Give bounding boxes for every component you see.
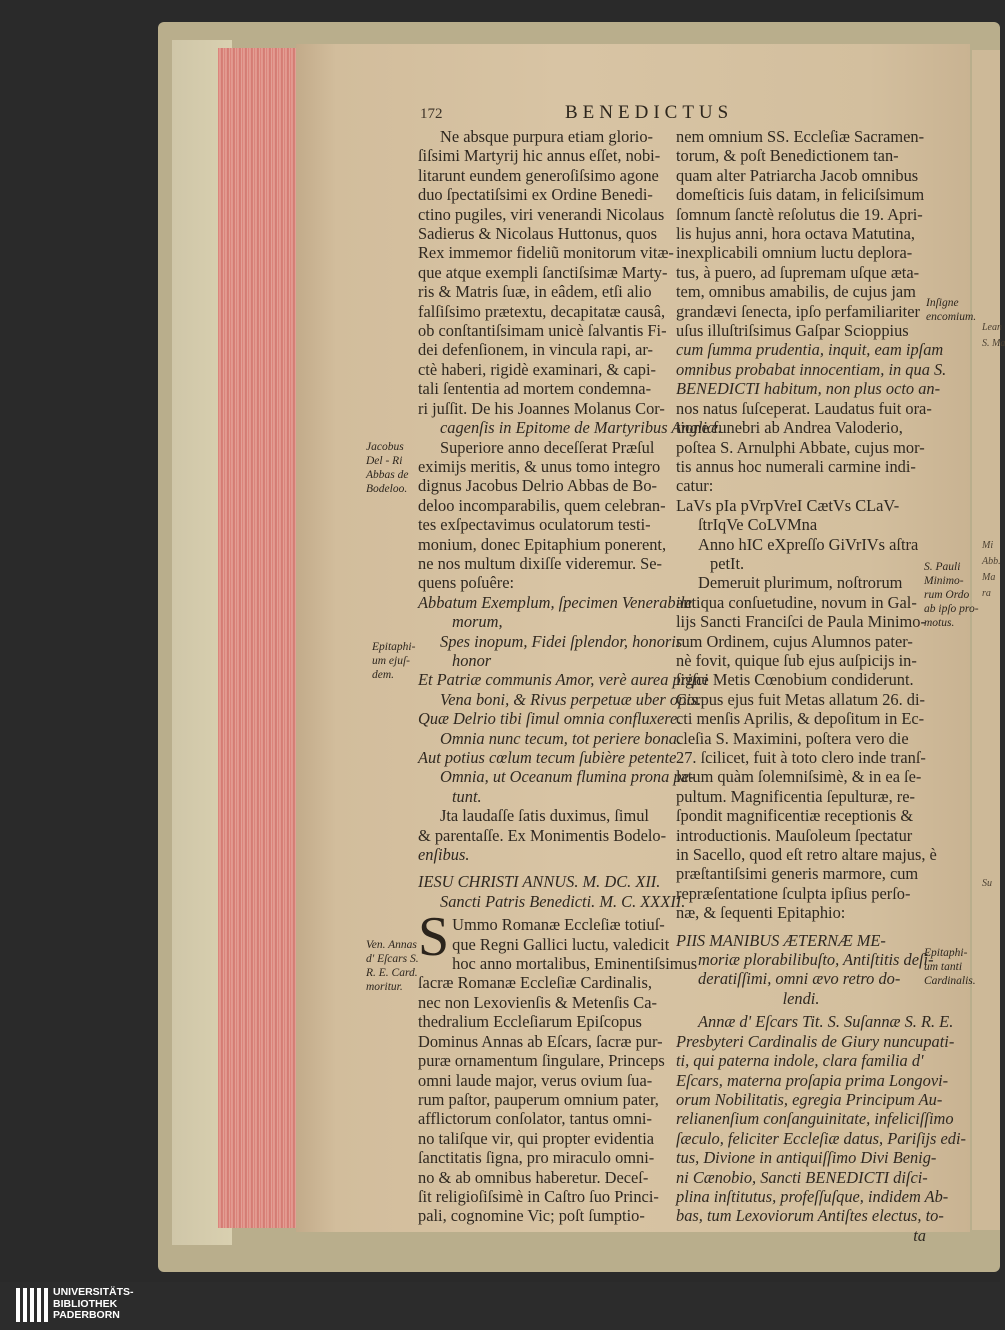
text-line: lijs Sancti Franciſci de Paula Minimo- <box>676 612 926 632</box>
text-line: eximijs meritis, & unus tomo integro <box>418 456 661 476</box>
margin-note-line: Inſigne <box>926 297 959 309</box>
text-line: Eſcars, materna proſapia prima Longovi- <box>676 1070 949 1090</box>
text-line: Anno hIC eXpreſſo GiVrIVs aſtra <box>698 534 919 554</box>
text-line: domeſticis ſuis datam, in feliciſsimum <box>676 185 925 205</box>
text-line: catur: <box>676 476 714 496</box>
text-line: morum, <box>452 612 503 632</box>
margin-note-line: Minimo- <box>924 575 964 587</box>
margin-note-annas <box>366 938 419 994</box>
text-line: nec non Lexovienſis & Metenſis Ca- <box>418 992 657 1012</box>
text-line: quam alter Patriarcha Jacob omnibus <box>676 165 919 185</box>
text-line: ri juſſit. De his Joannes Molanus Cor- <box>418 398 665 418</box>
library-name <box>53 1287 134 1322</box>
text-line: ris & Matris ſuæ, in eâdem, etſi alio <box>418 282 652 302</box>
margin-note-line: Epitaphi- <box>924 947 968 959</box>
running-header <box>420 102 920 128</box>
margin-note-line: rum Ordo <box>924 589 970 601</box>
page-number: 172 <box>420 106 443 122</box>
text-line: petIt. <box>710 553 745 573</box>
text-line: tione funebri ab Andrea Valoderio, <box>676 418 903 438</box>
page-edges-red <box>218 48 298 1228</box>
line-gap <box>676 923 926 931</box>
facing-page-strip <box>972 50 1000 1230</box>
text-line: in Sacello, quod eſt retro altare majus, è <box>676 845 937 865</box>
text-line: ſtrIqVe CoLVMna <box>698 515 818 535</box>
facing-page-fragment: Abb. <box>982 556 1001 567</box>
text-line: LaVs pIa pVrpVreI CætVs CLaV- <box>676 495 900 515</box>
text-line: Spes inopum, Fidei ſplendor, honoris <box>440 631 683 651</box>
text-line: & parentaſſe. Ex Monimentis Bodelo- <box>418 825 667 845</box>
text-line: antiqua conſuetudine, novum in Gal- <box>676 592 917 612</box>
text-line: monium, donec Epitaphium ponerent, <box>418 534 667 554</box>
text-line: Vena boni, & Rivus perpetuæ uber opis. <box>440 689 702 709</box>
text-line: bas, tum Lexoviorum Antiſtes electus, to- <box>676 1206 944 1226</box>
text-line: tali ſententia ad mortem condemna- <box>418 379 652 399</box>
text-line: ſæculo, feliciter Eccleſiæ datus, Pariſijs edi- <box>676 1128 966 1148</box>
margin-note-line: Del - Ri <box>366 455 403 467</box>
text-line: Omnia, ut Oceanum flumina prona pe- <box>440 767 695 787</box>
text-line: ctè haberi, rigidè examinari, & capi- <box>418 359 657 379</box>
text-line: uſus illuſtriſsimus Gaſpar Scioppius <box>676 321 909 341</box>
text-line: ſiſsimi Martyrij hic annus eſſet, nobi- <box>418 146 661 166</box>
text-line: cleſia S. Maximini, poſtera vero die <box>676 728 909 748</box>
text-line: ctino pugiles, viri venerandi Nicolaus <box>418 204 665 224</box>
text-line: cum ſumma prudentia, inquit, eam ipſam <box>676 340 944 360</box>
text-line: ob conſtantiſsimam unicè ſalvantis Fi- <box>418 321 667 341</box>
drop-cap: S <box>418 906 450 969</box>
text-line: rum Ordinem, cujus Alumnos pater- <box>676 631 913 651</box>
margin-note-encomium <box>926 296 976 324</box>
text-line: Et Patriæ communis Amor, verè aurea priſci <box>418 670 708 690</box>
text-line: omnibus probabat innocentiam, in qua S. <box>676 359 947 379</box>
text-line: præſtantiſsimi generis marmore, cum <box>676 864 919 884</box>
margin-note-line: encomium. <box>926 311 977 323</box>
text-line: orum Nobilitatis, egregia Principum Au- <box>676 1089 943 1109</box>
text-line: dei defenſionem, in vincula rapi, ar- <box>418 340 653 360</box>
text-line: honor <box>452 650 492 670</box>
text-line: litarunt eundem generoſiſsimo agone <box>418 165 659 185</box>
text-line: Aut potius cœlum tecum ſubière petente <box>418 748 677 767</box>
text-line: Ne absque purpura etiam glorio- <box>440 127 654 146</box>
text-line: que atque exempli ſanctiſsimæ Marty- <box>418 262 668 282</box>
text-line: tes exſpectavimus oculatorum testi- <box>418 515 651 535</box>
text-line: lendi. <box>782 988 820 1008</box>
text-line: nem omnium SS. Eccleſiæ Sacramen- <box>676 127 925 146</box>
facing-page-fragment: Ma <box>982 572 996 583</box>
margin-note-line: Epitaphi- <box>372 641 416 653</box>
facing-page-fragment: ra <box>982 588 991 599</box>
text-line: deloo incomparabilis, quem celebran- <box>418 495 666 515</box>
text-line: falſiſsimo prætextu, decapitatæ causâ, <box>418 301 666 321</box>
text-line: no taliſque vir, qui propter evidentia <box>418 1128 655 1148</box>
margin-note-line: d' Eſcars S. <box>366 953 419 965</box>
text-line: cti menſis Aprilis, & depoſitum in Ec- <box>676 709 925 729</box>
text-line: Omnia nunc tecum, tot periere bona. <box>440 728 682 748</box>
text-line: enſibus. <box>418 845 470 865</box>
margin-note-line: Bodeloo. <box>366 483 408 495</box>
margin-note-line: motus. <box>924 617 955 629</box>
text-line: Dominus Annas ab Eſcars, ſacræ pur- <box>418 1031 663 1051</box>
text-line: Demeruit plurimum, noſtrorum <box>698 573 903 593</box>
text-line: ſanctitatis ſigna, pro miraculo omni- <box>418 1148 655 1168</box>
text-line: afflictorum conſolator, tantus omni- <box>418 1109 652 1129</box>
text-line: nos natus ſuſceperat. Laudatus fuit ora- <box>676 398 932 418</box>
text-line: nè fovit, quique ſub ejus auſpicijs in- <box>676 650 917 670</box>
library-logo-icon <box>14 1284 50 1326</box>
text-line: Sancti Patris Benedicti. M. C. XXXII. <box>440 891 686 911</box>
text-line: poſtea S. Arnulphi Abbate, cujus mor- <box>676 437 925 457</box>
text-line: tus, à puero, ad ſupremam uſque æta- <box>676 262 920 282</box>
text-line: grandævi ſenecta, ipſo perfamiliariter <box>676 301 920 321</box>
text-line: Quæ Delrio tibi ſimul omnia confluxere. <box>418 709 682 729</box>
text-line: ſomnum ſanctè reſolutus die 19. Apri- <box>676 204 923 224</box>
text-line: lis hujus anni, hora octava Matutina, <box>676 224 915 244</box>
text-line: ſit religioſiſsimè in Caſtro ſuo Princi- <box>418 1186 659 1206</box>
text-line: inexplicabili omnium luctu deplora- <box>676 243 913 263</box>
text-line: pali, cognomine Vic; poſt ſumptio- <box>418 1206 645 1226</box>
margin-note-line: um tanti <box>924 961 963 973</box>
text-line: Superiore anno deceſſerat Præſul <box>440 437 655 457</box>
text-line: BENEDICTI habitum, non plus octo an- <box>676 379 941 399</box>
text-line: que Regni Gallici luctu, valedicit <box>452 934 670 954</box>
text-line: Ummo Romanæ Eccleſiæ totiuſ- <box>452 915 665 935</box>
running-head-title: BENEDICTUS <box>565 102 734 123</box>
margin-note-line: Jacobus <box>366 441 404 453</box>
text-line: relianenſium conſanguinitate, infeliciſſimo <box>676 1109 954 1129</box>
text-line: plina inſtitutus, profeſſuſque, indidem Ab- <box>676 1186 949 1206</box>
text-line: Presbyteri Cardinalis de Giury nuncupati- <box>676 1031 955 1051</box>
text-line: introductionis. Mauſoleum ſpectatur <box>676 825 913 845</box>
line-gap <box>418 864 668 872</box>
text-line: cagenſis in Epitome de Martyribus Angliæ. <box>440 418 722 438</box>
margin-note-minimorum <box>924 560 979 630</box>
text-line: dignus Jacobus Delrio Abbas de Bo- <box>418 476 658 496</box>
margin-note-line: Cardinalis. <box>924 975 976 987</box>
library-name-line-2: BIBLIOTHEK <box>53 1297 118 1310</box>
text-line: ſpondit magnificentiæ receptionis & <box>676 806 914 826</box>
margin-note-line: R. E. Card. <box>366 967 418 979</box>
text-line: Annæ d' Eſcars Tit. S. Suſannæ S. R. E. <box>698 1012 954 1032</box>
text-line: quens poſuêre: <box>418 573 515 593</box>
text-line: tis annus hoc numerali carmine indi- <box>676 456 916 476</box>
facing-page-fragment: Su <box>982 878 992 889</box>
text-line: no & ab omnibus haberetur. Deceſ- <box>418 1167 649 1187</box>
margin-note-epitaphium-cardinalis <box>924 946 976 988</box>
facing-page-fragment: S. Ma <box>982 338 1005 349</box>
text-line: moriæ plorabilibuſto, Antiſtitis deſi- <box>698 950 934 970</box>
margin-note-line: Ven. Annas <box>366 939 417 951</box>
margin-note-line: moritur. <box>366 981 403 993</box>
margin-note-line: ab ipſo pro- <box>924 603 979 615</box>
text-line: hoc anno mortalibus, Eminentiſsimus <box>452 954 698 974</box>
text-line: thedralium Eccleſiarum Epiſcopus <box>418 1012 642 1032</box>
text-line: ta <box>913 1225 926 1245</box>
library-name-line-3: PADERBORN <box>53 1309 120 1321</box>
text-line: PIIS MANIBUS ÆTERNÆ ME- <box>676 930 886 950</box>
text-line: tunt. <box>452 786 482 806</box>
margin-note-line: S. Pauli <box>924 561 961 573</box>
text-line: Rex immemor fideliũ monitorum vitæ- <box>418 243 674 263</box>
text-line: rum paſtor, pauperum omnium pater, <box>418 1089 659 1109</box>
text-line: næ, & ſequenti Epitaphio: <box>676 903 846 923</box>
text-line: ſigne Metis Cœnobium condiderunt. <box>676 670 914 690</box>
text-line: Sadierus & Nicolaus Huttonus, quos <box>418 224 658 244</box>
text-line: Abbatum Exemplum, ſpecimen Venerabile <box>418 592 693 612</box>
library-name-line-1: UNIVERSITÄTS- <box>53 1286 134 1298</box>
text-line: deratiſſimi, omni ævo retro do- <box>698 969 901 989</box>
text-line: ne nos multum dixiſſe videremur. Se- <box>418 553 663 573</box>
text-line: omni laude major, verus ovium ſua- <box>418 1070 653 1090</box>
text-line: Jta laudaſſe ſatis duximus, ſimul <box>440 806 649 826</box>
text-line: ni Cænobio, Sancti BENEDICTI diſci- <box>676 1167 928 1187</box>
text-line: ti, qui paterna indole, clara familia d' <box>676 1051 924 1071</box>
text-line: puræ ornamentum ſingulare, Princeps <box>418 1051 665 1071</box>
facing-page-fragment: Mi <box>982 540 994 551</box>
margin-note-jacobus <box>366 440 408 496</box>
margin-note-epitaphium <box>372 640 415 682</box>
library-footer-bar <box>6 1282 1000 1330</box>
text-line: torum, & poſt Benedictionem tan- <box>676 146 899 166</box>
text-line: IESU CHRISTI ANNUS. M. DC. XII. <box>418 872 661 892</box>
text-line: repræſentatione ſculpta ipſius perſo- <box>676 883 911 903</box>
text-line: 27. ſcilicet, fuit à toto clero inde tranſ- <box>676 748 926 767</box>
facing-page-fragment: Lean <box>982 322 1002 333</box>
text-line: pultum. Magnificentia ſepulturæ, re- <box>676 786 915 806</box>
text-line: latum quàm ſolemniſsimè, & in ea ſe- <box>676 767 922 787</box>
text-line: tem, omnibus amabilis, de cujus jam <box>676 282 916 302</box>
margin-note-line: dem. <box>372 669 395 681</box>
text-line: tus, Divione in antiquiſſimo Divi Benig- <box>676 1148 937 1168</box>
margin-note-line: Abbas de <box>366 469 409 481</box>
text-line: duo ſpectatiſsimi ex Ordine Benedi- <box>418 185 653 205</box>
text-line: Corpus ejus fuit Metas allatum 26. di- <box>676 689 926 709</box>
margin-note-line: um ejuſ- <box>372 655 411 667</box>
text-line: ſacræ Romanæ Eccleſiæ Cardinalis, <box>418 973 652 993</box>
